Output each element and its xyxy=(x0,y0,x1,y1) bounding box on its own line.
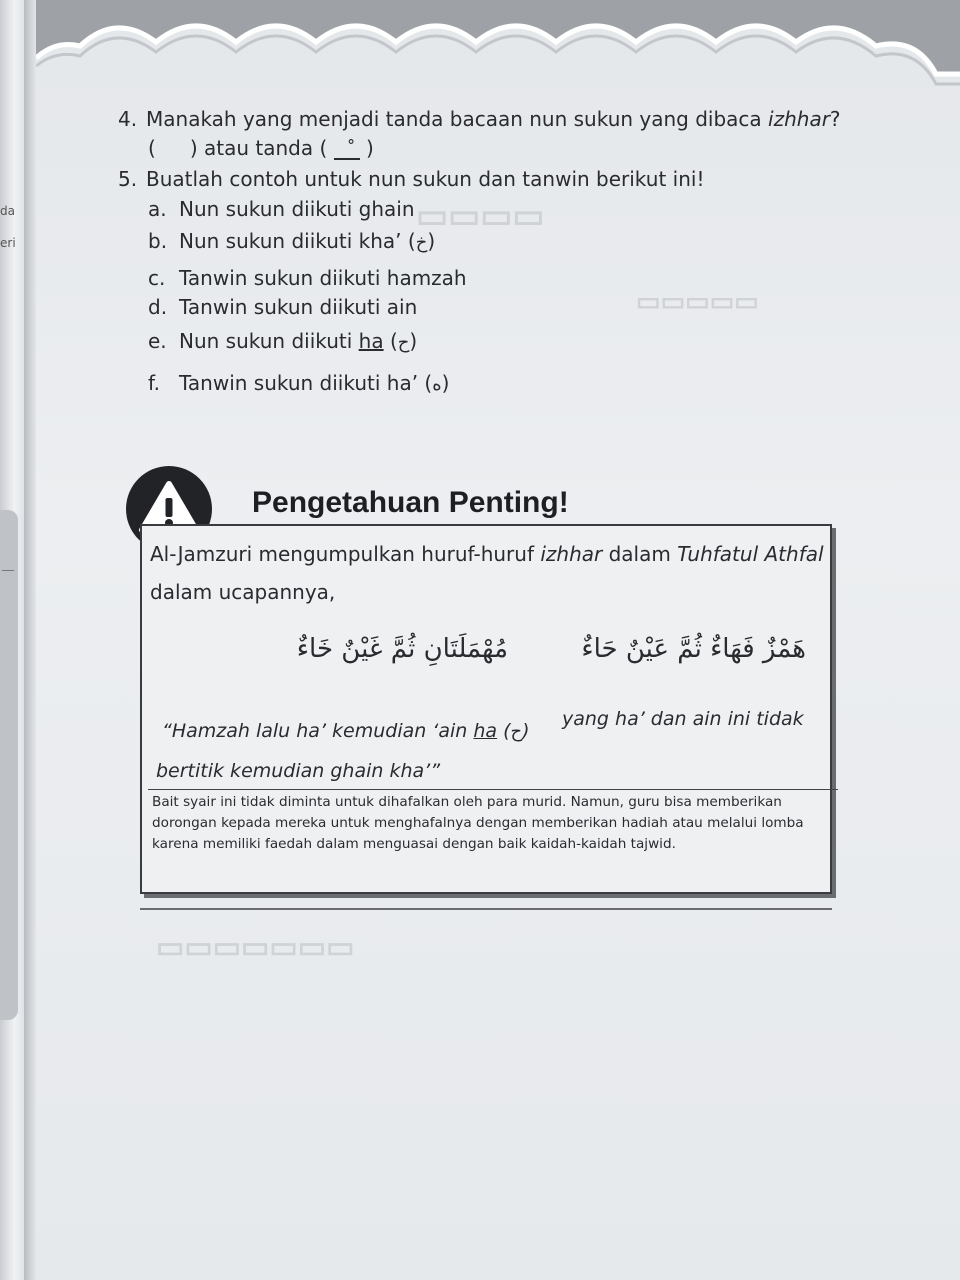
intro-book-title: Tuhfatul Athfal xyxy=(677,542,824,566)
item-underlined-text: ha xyxy=(358,329,384,353)
info-intro xyxy=(150,536,824,572)
question-4-line-2 xyxy=(148,135,374,161)
question-text: Manakah yang menjadi tanda bacaan nun sukun yang dibaca xyxy=(146,107,769,131)
arabic-verse-right: هَمْزٌ فَهَاءٌ ثُمَّ عَيْنٌ حَاءٌ xyxy=(581,634,806,664)
item-letter: b. xyxy=(148,229,168,253)
item-letter: c. xyxy=(148,266,166,290)
item-letter: f. xyxy=(148,371,160,395)
paren-close: ) xyxy=(441,371,450,395)
paren-close: ) xyxy=(427,229,436,253)
book-page xyxy=(36,0,960,1280)
list-item xyxy=(148,265,467,291)
item-text: ( xyxy=(383,329,398,353)
paren-open: ( xyxy=(148,136,156,160)
item-text: Nun sukun diikuti xyxy=(179,329,359,353)
arabic-letter: ح xyxy=(510,721,523,742)
item-text: Tanwin sukun diikuti ain xyxy=(179,295,418,319)
wave-header-decoration xyxy=(36,0,960,110)
info-title: Pengetahuan Penting! xyxy=(252,486,569,519)
intro-italic-term: izhhar xyxy=(540,542,603,566)
item-letter: e. xyxy=(148,329,167,353)
quote-text: “Hamzah lalu ha’ kemudian ‘ain xyxy=(162,720,474,742)
question-text: ) atau tanda ( xyxy=(189,136,328,160)
list-item xyxy=(148,328,417,356)
item-text: Nun sukun diikuti ghain xyxy=(179,197,415,221)
left-page-tab xyxy=(0,510,18,1020)
arabic-letter: ح xyxy=(397,332,410,353)
paren-open: ( xyxy=(497,720,511,742)
question-punctuation: ? xyxy=(829,107,841,131)
list-item xyxy=(148,196,415,222)
bleed-through-decoration: ▭▭▭▭▭▭▭ xyxy=(156,931,355,964)
question-text: Buatlah contoh untuk nun sukun dan tanwin berikut ini! xyxy=(146,167,705,191)
intro-text: dalam xyxy=(602,542,678,566)
sukun-mark xyxy=(334,142,360,160)
item-letter: d. xyxy=(148,295,168,319)
verse-translation-line-2: bertitik kemudian ghain kha’” xyxy=(156,760,441,782)
item-text: Nun sukun diikuti kha’ ( xyxy=(179,229,416,253)
item-letter: a. xyxy=(148,197,167,221)
question-5 xyxy=(118,166,704,192)
box-bottom-rule xyxy=(140,908,832,910)
arabic-letter: ه xyxy=(432,374,442,395)
item-text: Tanwin sukun diikuti ha’ ( xyxy=(179,371,433,395)
paren-close: ) xyxy=(522,720,530,742)
list-item xyxy=(148,228,435,256)
book-gutter xyxy=(24,0,36,1280)
teacher-note: Bait syair ini tidak diminta untuk dihafalkan oleh para murid. Namun, guru bisa memberikan dorongan kepada mereka untuk menghafalnya dengan memberikan hadiah atau melalui lomba karena memiliki faedah dalam menguasai dengan baik kaidah-kaidah tajwid. xyxy=(152,794,804,852)
question-number: 4. xyxy=(118,107,138,131)
arabic-letter: خ xyxy=(415,232,428,253)
bleed-through-decoration: ▭▭▭▭▭ xyxy=(636,286,759,316)
note-divider xyxy=(148,789,838,790)
question-italic-term: izhhar xyxy=(768,107,830,131)
intro-text: Al-Jamzuri mengumpulkan huruf-huruf xyxy=(150,542,541,566)
verse-translation xyxy=(162,720,530,742)
list-item xyxy=(148,370,449,398)
left-page-edge xyxy=(0,0,24,1280)
question-number: 5. xyxy=(118,167,138,191)
list-item xyxy=(148,294,417,320)
left-page-snippet: da xyxy=(0,204,15,218)
bleed-through-decoration: ▭▭▭▭ xyxy=(416,197,545,235)
arabic-verse-left: مُهْمَلَتَانِ ثُمَّ غَيْنٌ خَاءٌ xyxy=(296,634,508,664)
left-page-snippet: eri xyxy=(0,236,16,250)
verse-translation-right: yang ha’ dan ain ini tidak xyxy=(562,708,804,730)
item-text: Tanwin sukun diikuti hamzah xyxy=(179,266,467,290)
paren-close: ) xyxy=(365,136,374,160)
quote-underlined-text: ha xyxy=(473,720,498,742)
info-box xyxy=(140,524,832,894)
question-4 xyxy=(118,106,841,132)
paren-close: ) xyxy=(409,329,418,353)
info-intro-line-2: dalam ucapannya, xyxy=(150,580,336,604)
